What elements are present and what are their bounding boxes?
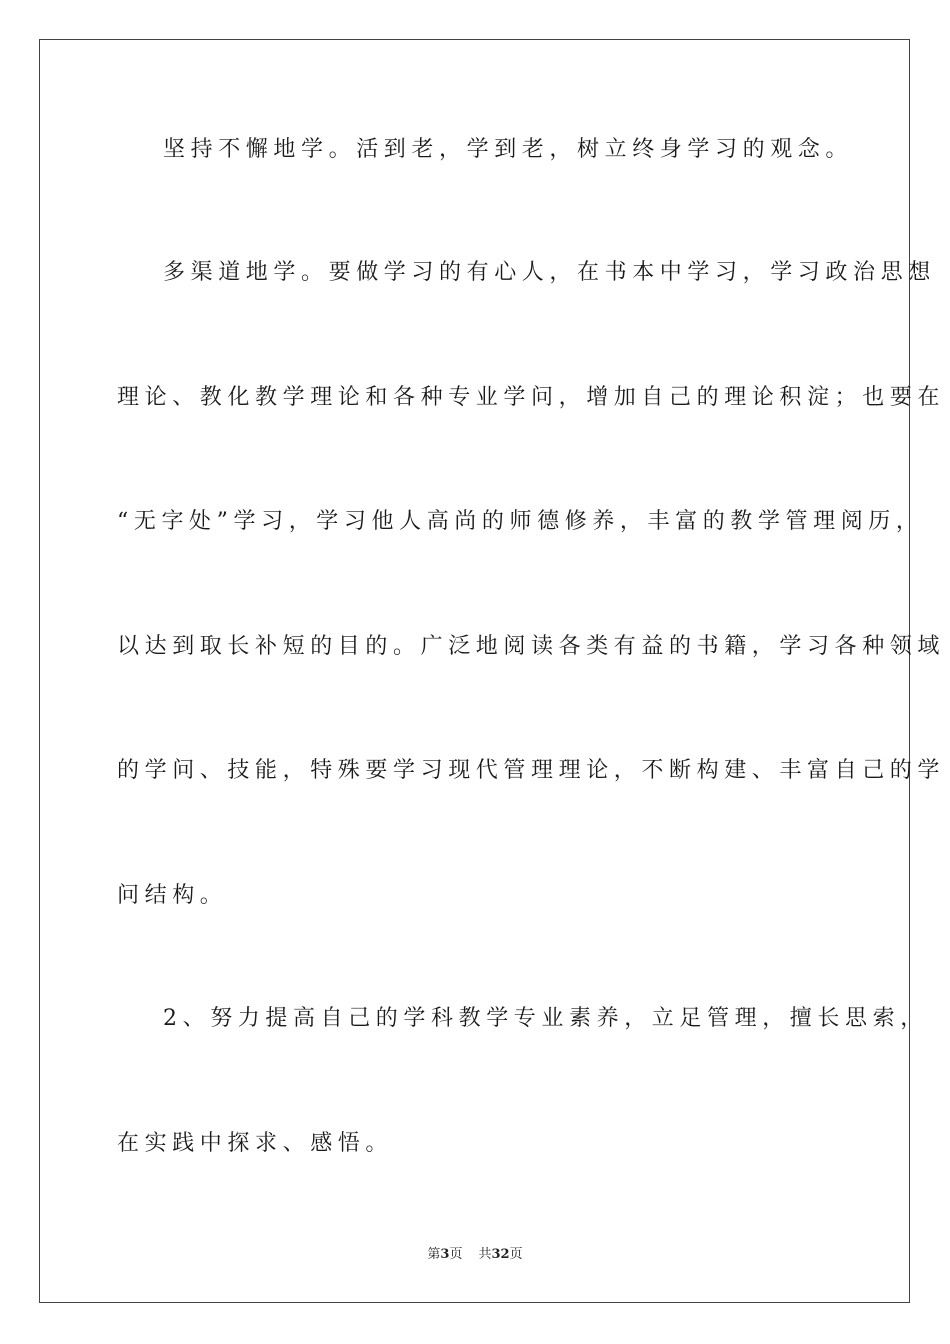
paragraph-line: 理论、教化教学理论和各种专业学问，增加自己的理论积淀；也要在 xyxy=(117,385,946,410)
paragraph-line: “无字处”学习，学习他人高尚的师德修养，丰富的教学管理阅历， xyxy=(117,509,924,534)
page-number: 3 xyxy=(440,1247,450,1262)
page-label-suffix: 页 xyxy=(449,1247,463,1262)
total-pages: 32 xyxy=(491,1247,510,1262)
total-label-suffix: 页 xyxy=(509,1247,523,1262)
paragraph-line: 多渠道地学。要做学习的有心人，在书本中学习，学习政治思想 xyxy=(163,260,936,285)
paragraph-line: 以达到取长补短的目的。广泛地阅读各类有益的书籍，学习各种领域 xyxy=(117,634,946,659)
paragraph-line: 问结构。 xyxy=(117,883,228,908)
paragraph-line: 的学问、技能，特殊要学习现代管理理论，不断构建、丰富自己的学 xyxy=(117,758,946,783)
paragraph-line: 2、努力提高自己的学科教学专业素养，立足管理，擅长思索， xyxy=(163,1006,928,1031)
page-label-prefix: 第 xyxy=(427,1247,441,1262)
total-label-prefix: 共 xyxy=(478,1247,492,1262)
page-footer xyxy=(0,1246,950,1264)
paragraph-line: 坚持不懈地学。活到老，学到老，树立终身学习的观念。 xyxy=(163,137,854,162)
paragraph-line: 在实践中探求、感悟。 xyxy=(117,1131,394,1156)
page-frame xyxy=(39,39,910,1303)
